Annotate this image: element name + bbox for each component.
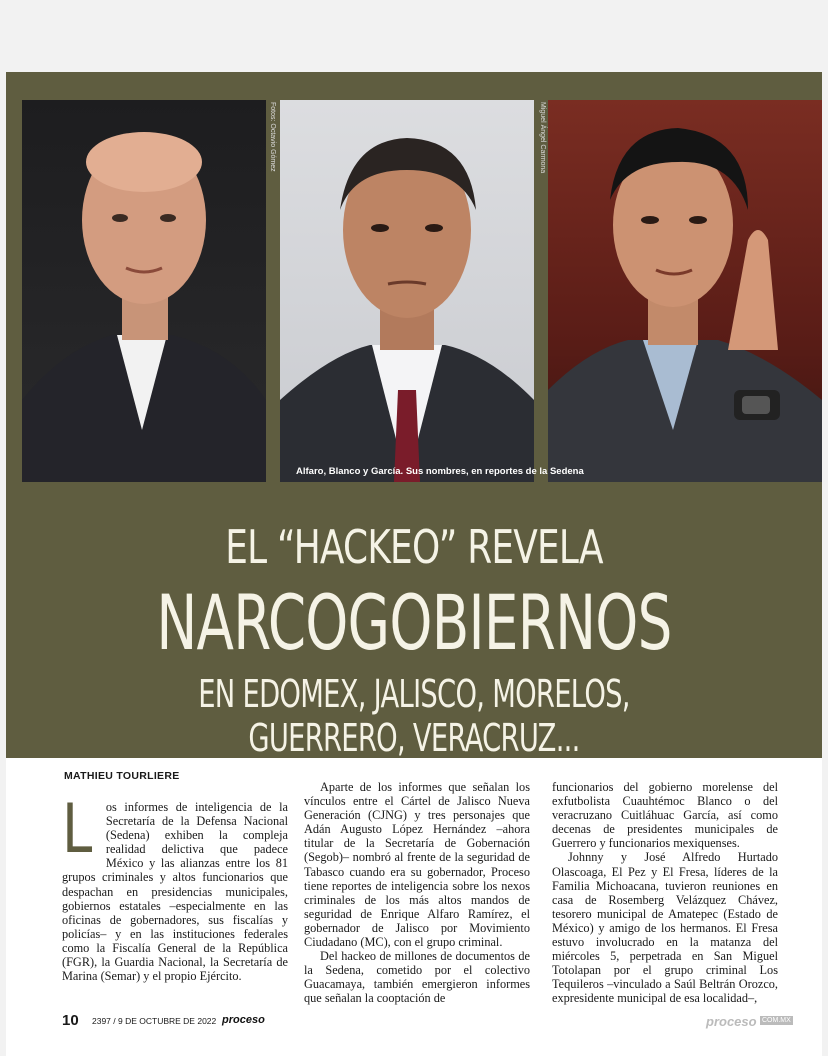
headline-line2: NARCOGOBIERNOS (156, 578, 672, 667)
article-column-3 (552, 780, 778, 1006)
photo-credit-left: Fotos: Octavio Gómez (269, 102, 276, 172)
article-column-2 (304, 780, 530, 1006)
proceso-logo: proceso (222, 1014, 265, 1026)
headline-line1: EL “HACKEO” REVELA (225, 520, 603, 574)
paragraph: os informes de inteligencia de la Secretaría de la Defensa Nacional (Sedena) exhiben la compleja realidad delictiva que padece México y las alianzas entre los 81 grupos criminales y altos funcionarios que despachan en presidencias municipales, gobiernos estatales –especialmente en las oficinas de gobernadores, sus fiscalías y policías– y en las instituciones federales como la Fiscalía General de la República (FGR), la Guardia Nacional, la Secretaría de Marina (Semar) y el propio Ejército. (62, 800, 288, 984)
proceso-web-logo: proceso (706, 1014, 757, 1029)
issue-info: 2397 / 9 DE OCTUBRE DE 2022 (92, 1016, 217, 1026)
paragraph: Del hackeo de millones de documentos de la Sedena, cometido por el colectivo Guacamaya, también emergieron informes que señalan la cooptación de (304, 949, 530, 1006)
photo-alfaro (22, 100, 266, 482)
photo-caption: Alfaro, Blanco y García. Sus nombres, en reportes de la Sedena (296, 466, 584, 477)
photo-credit-right: Miguel Ángel Carmona (539, 102, 546, 174)
photo-garcia (548, 100, 822, 482)
paragraph: Johnny y José Alfredo Hurtado Olascoaga, El Pez y El Fresa, líderes de la Familia Michoacana, tuvieron reuniones en casa de Rosemberg Velázquez Chávez, tesorero municipal de Amatepec (Estado de México) y amigo de los hermanos. El Fresa estuvo involucrado en la matanza del miércoles 5, perpetrada en San Miguel Totolapan por el grupo criminal Los Tequileros –vinculado a Saúl Beltrán Orozco, expresidente municipal de esa localidad–, (552, 850, 778, 1006)
article-column-1 (62, 790, 288, 984)
paragraph: funcionarios del gobierno morelense del exfutbolista Cuauhtémoc Blanco o del veracruzano Cuitláhuac García, así como decenas de presidentes municipales de Guerrero y funcionarios mexiquenses. (552, 780, 778, 851)
proceso-web-tag: COM.MX (762, 1017, 791, 1024)
photo-blanco (280, 100, 534, 482)
headline-line3: EN EDOMEX, JALISCO, MORELOS, GUERRERO, VERACRUZ... (198, 672, 630, 760)
dropcap: L (62, 790, 93, 869)
page-number: 10 (62, 1012, 79, 1029)
paragraph: Aparte de los informes que señalan los vínculos entre el Cártel de Jalisco Nueva Generación (CJNG) y tres personajes que Adán Augusto López Hernández –ahora titular de la Secretaría de Gobernación (Segob)– nombró al frente de la seguridad de Tabasco cuando era su gobernador, Proceso tiene reportes de inteligencia sobre los nexos criminales de los más altos mandos de seguridad de Enrique Alfaro Ramírez, el gobernador de Jalisco por Movimiento Ciudadano (MC), con el grupo criminal. (304, 780, 530, 950)
byline: MATHIEU TOURLIERE (64, 770, 180, 782)
